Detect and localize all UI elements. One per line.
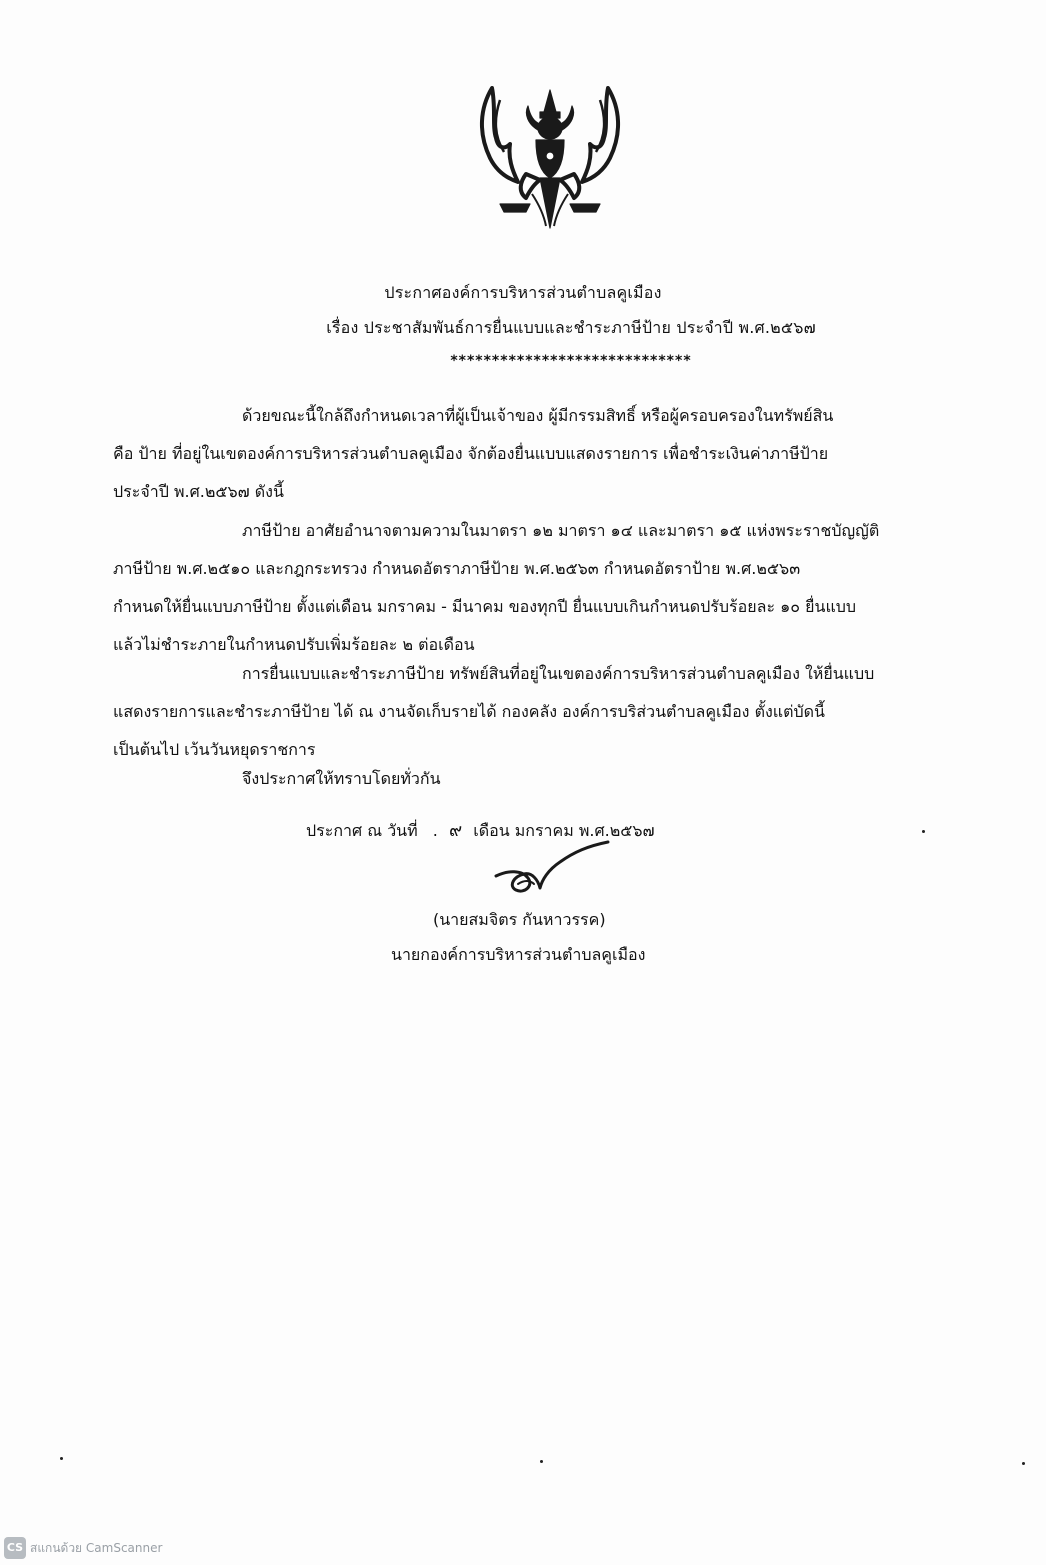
paragraph-line: การยื่นแบบและชำระภาษีป้าย ทรัพย์สินที่อยู่ในเขตองค์การบริหารส่วนตำบลคูเมือง ให้ยื่นแบบ xyxy=(242,664,875,683)
paragraph-line: คือ ป้าย ที่อยู่ในเขตองค์การบริหารส่วนตำบลคูเมือง จักต้องยื่นแบบแสดงรายการ เพื่อชำระเงินค่าภาษีป้าย xyxy=(113,444,829,463)
paragraph-line: กำหนดให้ยื่นแบบภาษีป้าย ตั้งแต่เดือน มกราคม - มีนาคม ของทุกปี ยื่นแบบเกินกำหนดปรับร้อยละ ๑๐ ยื่นแบบ xyxy=(113,597,857,616)
camscanner-text: สแกนด้วย CamScanner xyxy=(30,1540,163,1555)
scan-speck xyxy=(540,1460,543,1463)
date-prefix: ประกาศ ณ วันที่ xyxy=(306,821,418,840)
date-suffix: เดือน มกราคม พ.ศ.๒๕๖๗ xyxy=(473,821,655,840)
paragraph-line: แสดงรายการและชำระภาษีป้าย ได้ ณ งานจัดเก็บรายได้ กองคลัง องค์การบริส่วนตำบลคูเมือง ตั้งแต่บัดนี้ xyxy=(113,702,825,721)
paragraph-line: เป็นต้นไป เว้นวันหยุดราชการ xyxy=(113,740,316,759)
scan-speck xyxy=(922,830,925,833)
signer-name: (นายสมจิตร กันหาวรรค) xyxy=(433,910,606,929)
scan-speck xyxy=(1022,1462,1025,1465)
paragraph-line: ภาษีป้าย พ.ศ.๒๕๑๐ และกฎกระทรวง กำหนดอัตราภาษีป้าย พ.ศ.๒๕๖๓ กำหนดอัตราป้าย พ.ศ.๒๕๖๓ xyxy=(113,559,801,578)
paragraph-filing-location xyxy=(113,655,949,769)
closing-statement: จึงประกาศให้ทราบโดยทั่วกัน xyxy=(242,769,441,788)
date-day-handwritten: ๙ xyxy=(448,820,463,841)
camscanner-logo-icon: CS xyxy=(4,1537,26,1559)
garuda-emblem-icon xyxy=(470,78,630,238)
scan-speck xyxy=(60,1457,63,1460)
handwritten-signature xyxy=(488,840,618,910)
camscanner-watermark xyxy=(4,1537,162,1559)
paragraph-line: ภาษีป้าย อาศัยอำนาจตามความในมาตรา ๑๒ มาตรา ๑๔ และมาตรา ๑๕ แห่งพระราชบัญญัติ xyxy=(242,521,880,540)
notice-issuer-title: ประกาศองค์การบริหารส่วนตำบลคูเมือง xyxy=(384,283,662,302)
signer-position: นายกองค์การบริหารส่วนตำบลคูเมือง xyxy=(391,945,646,964)
paragraph-line: ประจำปี พ.ศ.๒๕๖๗ ดังนี้ xyxy=(113,482,284,501)
paragraph-announcement xyxy=(113,397,949,511)
date-dot: . xyxy=(432,821,438,840)
notice-subject-title: เรื่อง ประชาสัมพันธ์การยื่นแบบและชำระภาษีป้าย ประจำปี พ.ศ.๒๕๖๗ xyxy=(326,318,816,337)
paragraph-line: ด้วยขณะนี้ใกล้ถึงกำหนดเวลาที่ผู้เป็นเจ้าของ ผู้มีกรรมสิทธิ์ หรือผู้ครอบครองในทรัพย์สิน xyxy=(242,406,834,425)
paragraph-legal-basis xyxy=(113,512,949,664)
title-separator: ***************************** xyxy=(450,353,692,369)
paragraph-line: แล้วไม่ชำระภายในกำหนดปรับเพิ่มร้อยละ ๒ ต่อเดือน xyxy=(113,635,475,654)
